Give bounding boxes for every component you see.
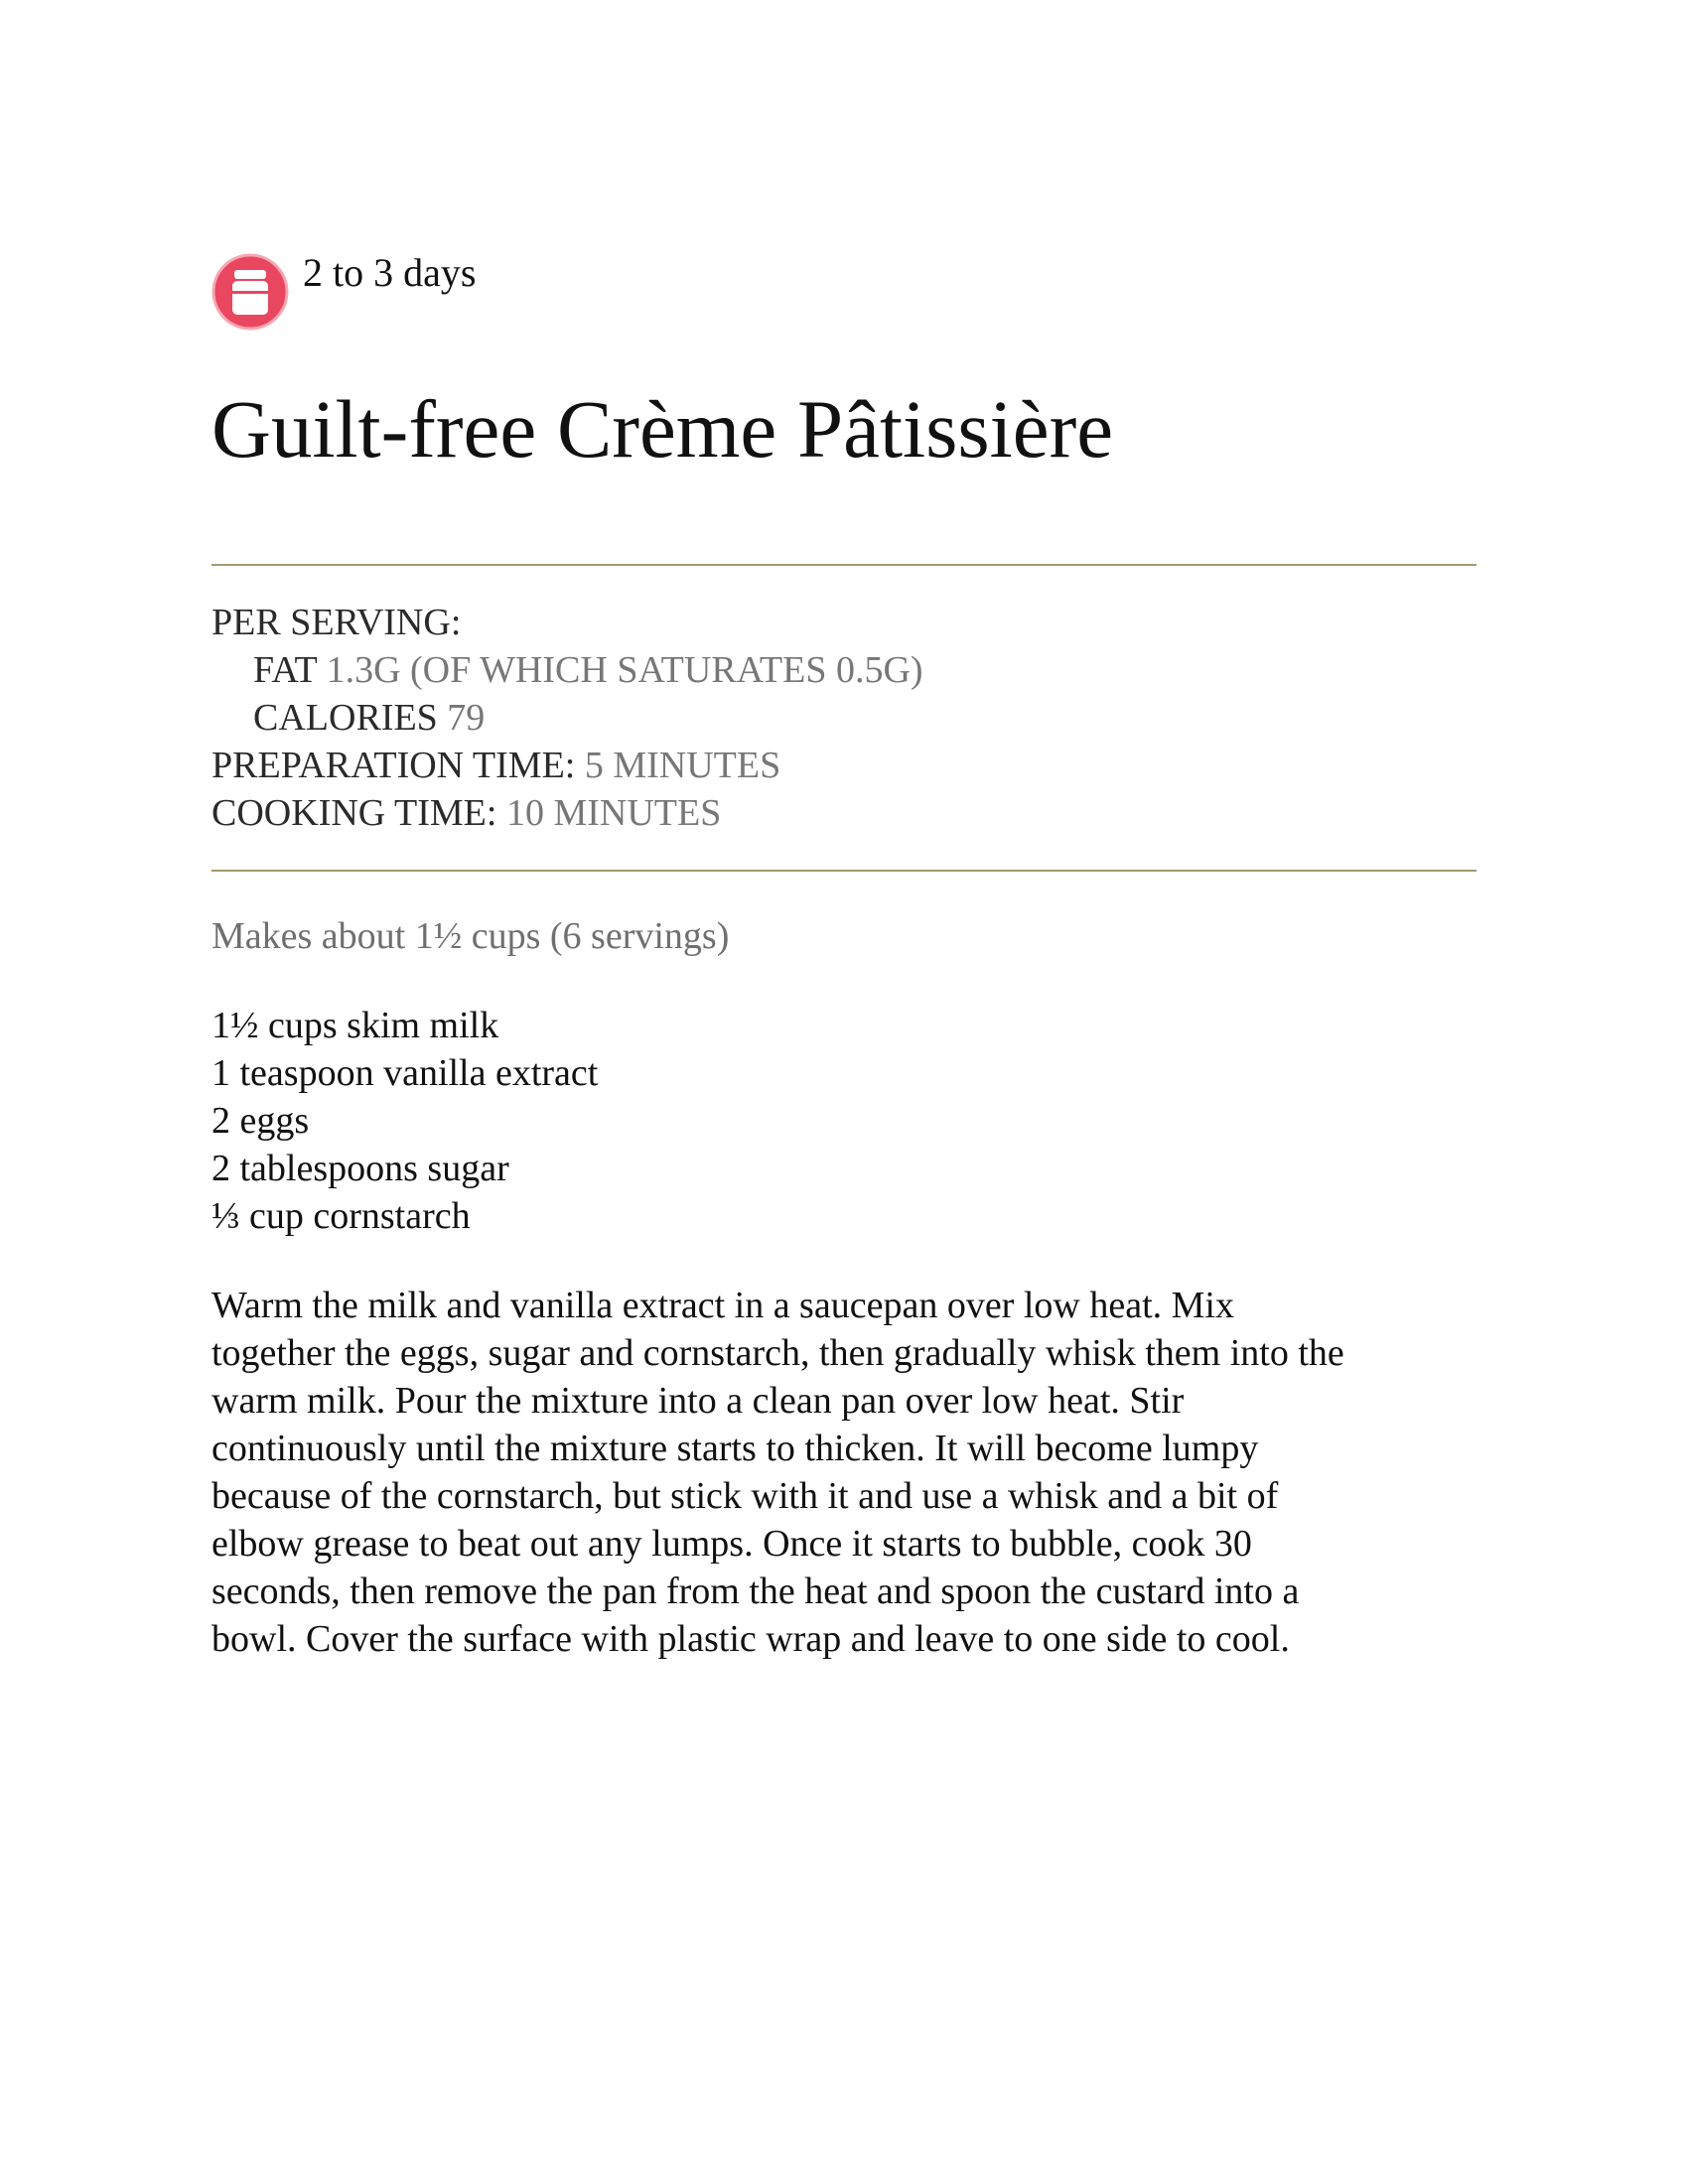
calories-label: CALORIES — [253, 697, 438, 739]
divider-top — [211, 564, 1477, 566]
ingredient-item: 2 eggs — [211, 1100, 310, 1142]
prep-time-row — [211, 742, 923, 789]
calories-value: 79 — [447, 697, 486, 739]
per-serving-heading: PER SERVING: — [211, 602, 462, 643]
cook-time-row — [211, 789, 923, 837]
method-line: because of the cornstarch, but stick with it and use a whisk and a bit of — [211, 1475, 1279, 1517]
fat-label: FAT — [253, 649, 318, 691]
ingredient-item: 1 teaspoon vanilla extract — [211, 1052, 599, 1094]
method-line: warm milk. Pour the mixture into a clean pan over low heat. Stir — [211, 1380, 1185, 1422]
divider-bottom — [211, 870, 1477, 872]
prep-time-label: PREPARATION TIME: — [211, 745, 576, 786]
ingredient-item: 1½ cups skim milk — [211, 1005, 499, 1046]
cook-time-label: COOKING TIME: — [211, 792, 497, 834]
fat-row — [211, 646, 923, 694]
recipe-title: Guilt-free Crème Pâtissière — [211, 383, 1114, 475]
cook-time-value: 10 MINUTES — [505, 792, 722, 834]
calories-row — [211, 694, 923, 742]
ingredient-item: ⅓ cup cornstarch — [211, 1195, 471, 1237]
ingredient-item: 2 tablespoons sugar — [211, 1148, 509, 1189]
method-line: elbow grease to beat out any lumps. Once it starts to bubble, cook 30 — [211, 1523, 1252, 1565]
storage-duration: 2 to 3 days — [303, 250, 477, 295]
method-paragraph — [211, 1282, 1492, 1663]
method-line: continuously until the mixture starts to thicken. It will become lumpy — [211, 1428, 1259, 1469]
method-line: Warm the milk and vanilla extract in a saucepan over low heat. Mix — [211, 1285, 1234, 1326]
fat-value: 1.3G (OF WHICH SATURATES 0.5G) — [326, 649, 923, 691]
method-line: seconds, then remove the pan from the heat and spoon the custard into a — [211, 1570, 1300, 1612]
method-line: together the eggs, sugar and cornstarch, then gradually whisk them into the — [211, 1332, 1344, 1374]
nutrition-info — [211, 599, 923, 837]
prep-time-value: 5 MINUTES — [584, 745, 781, 786]
storage-jar-icon — [211, 253, 289, 331]
recipe-yield: Makes about 1½ cups (6 servings) — [211, 915, 730, 957]
method-line: bowl. Cover the surface with plastic wrap and leave to one side to cool. — [211, 1618, 1290, 1660]
ingredient-list — [211, 1002, 598, 1240]
